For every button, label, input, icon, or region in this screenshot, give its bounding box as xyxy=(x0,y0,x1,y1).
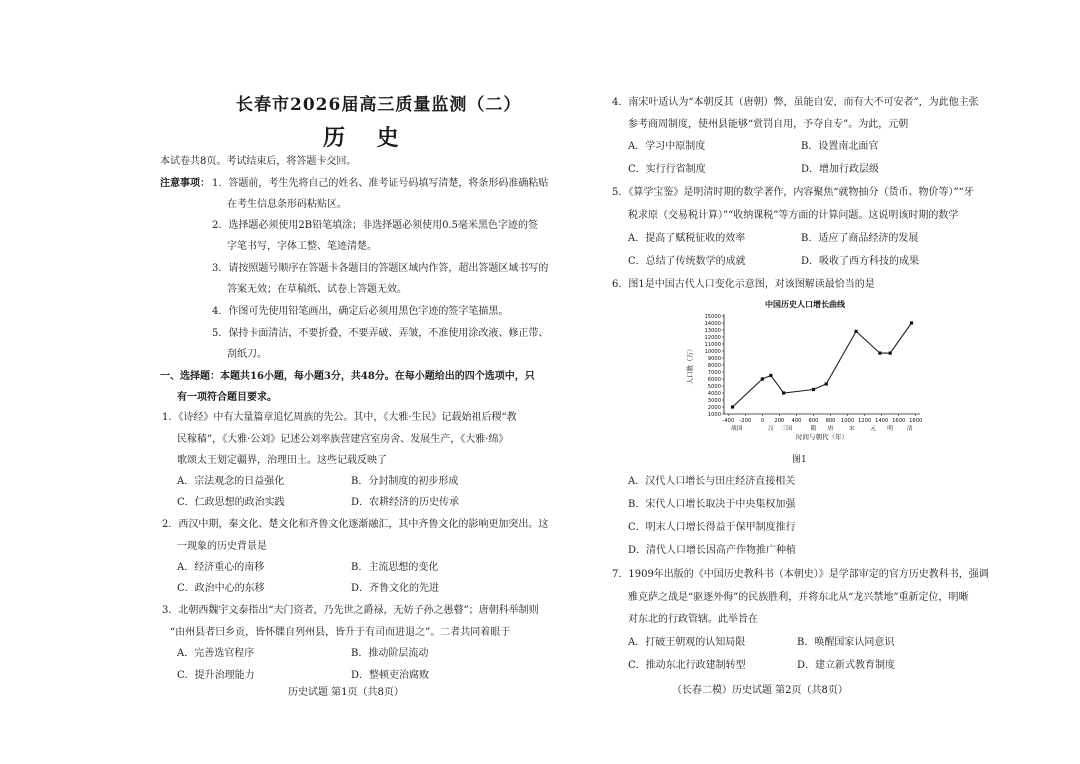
question-7-stem: 雅克萨之战是“驱逐外侮”的民族胜利，并将东北从“龙兴禁地”重新定位，明晰 xyxy=(628,592,969,603)
population-chart xyxy=(680,296,930,448)
y-tick-label: 13000 xyxy=(704,327,721,334)
x-tick-label: 0 xyxy=(760,418,765,424)
notice-line: 2．选择题必须使用2B铅笔填涂；非选择题必须使用0.5毫米黑色字迹的签 xyxy=(212,220,538,231)
question-6-stem: 6．图1是中国古代人口变化示意图，对该图解读最恰当的是 xyxy=(612,279,875,290)
y-tick-label: 15000 xyxy=(704,313,721,320)
notice-label: 注意事项： xyxy=(160,178,210,189)
x-tick-label: -200 xyxy=(739,418,752,424)
y-tick-label: 9000 xyxy=(707,355,721,362)
subject-title: 历 史 xyxy=(323,125,411,151)
y-tick-label: 1000 xyxy=(707,411,721,418)
data-point xyxy=(889,352,892,355)
y-tick-label: 10000 xyxy=(704,348,721,355)
data-point xyxy=(878,352,881,355)
y-axis-label: 人口数（万） xyxy=(686,345,694,385)
exam-intro: 本试卷共8页。考试结束后，将答题卡交回。 xyxy=(160,156,357,167)
dynasty-label: 三国 xyxy=(780,426,793,432)
question-6-option-c: C．明末人口增长得益于保甲制度推行 xyxy=(628,522,796,533)
y-tick-label: 11000 xyxy=(704,341,721,348)
dynasty-label: 元 xyxy=(870,426,877,432)
question-2-stem: 一现象的历史背景是 xyxy=(177,541,267,552)
question-7-option-d: D．建立新式教育制度 xyxy=(797,660,896,671)
y-tick-label: 4000 xyxy=(707,390,721,397)
question-7-option-a: A．打破王朝观的认知局限 xyxy=(628,637,746,648)
notice-line: 4．作图可先使用铅笔画出，确定后必须用黑色字迹的签字笔描黑。 xyxy=(212,306,509,317)
dynasty-label: 汉 xyxy=(767,426,774,432)
question-3-stem: “由州县者曰乡贡，皆怀牒自列州县，皆升于有司而进退之”。二者共同着眼于 xyxy=(170,627,511,638)
section-heading-cont: 有一项符合题目要求。 xyxy=(177,392,277,403)
notice-line: 刮纸刀。 xyxy=(227,349,267,360)
question-7-option-c: C．推动东北行政建制转型 xyxy=(628,660,746,671)
x-tick-label: 1800 xyxy=(909,418,923,424)
population-line xyxy=(733,323,912,407)
figure-caption: 图1 xyxy=(792,455,807,465)
question-2-stem: 2．西汉中期，秦文化、楚文化和齐鲁文化逐渐融汇，其中齐鲁文化的影响更加突出。这 xyxy=(162,519,549,530)
page-footer: （长春二模）历史试题 第2页（共8页） xyxy=(672,685,848,696)
notice-line: 答案无效；在草稿纸、试卷上答题无效。 xyxy=(227,284,407,295)
notice-line: 在考生信息条形码粘贴区。 xyxy=(227,199,347,210)
question-3-option-a: A．完善选官程序 xyxy=(177,648,255,659)
question-6-option-b: B．宋代人口增长取决于中央集权加强 xyxy=(628,499,796,510)
question-4-option-b: B．设置南北面官 xyxy=(801,141,879,152)
y-axis-ticks xyxy=(704,314,724,418)
y-tick-label: 6000 xyxy=(707,376,721,383)
population-points xyxy=(731,321,913,408)
question-4-option-a: A．学习中原制度 xyxy=(628,141,706,152)
x-tick-label: 600 xyxy=(808,418,819,424)
exam-title: 长春市2026届高三质量监测（二） xyxy=(236,95,522,115)
question-2-option-d: D．齐鲁文化的先进 xyxy=(351,583,440,594)
dynasty-labels xyxy=(731,424,913,432)
y-tick-label: 3000 xyxy=(707,397,721,404)
x-axis-label: 时间与朝代（年） xyxy=(796,433,848,441)
y-tick-label: 7000 xyxy=(707,369,721,376)
question-7-stem: 对东北的行政管辖。此举旨在 xyxy=(628,614,758,625)
notice-line: 字笔书写，字体工整、笔迹清楚。 xyxy=(227,241,377,252)
data-point xyxy=(812,388,815,391)
x-axis-ticks xyxy=(722,414,922,424)
question-5-option-c: C．总结了传统数学的成就 xyxy=(628,256,746,267)
question-5-option-a: A．提高了赋税征收的效率 xyxy=(628,233,746,244)
question-6-option-a: A．汉代人口增长与田庄经济直接相关 xyxy=(628,476,796,487)
y-tick-label: 12000 xyxy=(704,334,721,341)
notice-line: 3．请按照题号顺序在答题卡各题目的答题区域内作答，超出答题区域书写的 xyxy=(212,263,549,274)
question-5-stem: 税求原（交易税计算）”“收纳课税”等方面的计算问题。这说明该时期的数学 xyxy=(628,210,959,221)
question-5-stem: 5．《算学宝鉴》是明清时期的数学著作，内容聚焦“就物抽分（货币、物价等）”“牙 xyxy=(612,187,974,198)
page-footer: 历史试题 第1页（共8页） xyxy=(288,687,404,698)
data-point xyxy=(910,321,913,324)
question-5-option-b: B．适应了商品经济的发展 xyxy=(801,233,919,244)
question-2-option-c: C．政治中心的东移 xyxy=(177,583,265,594)
x-tick-label: 1200 xyxy=(858,418,872,424)
data-point xyxy=(731,405,734,408)
dynasty-label: 宋 xyxy=(848,426,855,432)
question-4-option-d: D．增加行政层级 xyxy=(801,164,880,175)
question-3-stem: 3．北朝西魏宇文泰指出“夫门资者，乃先世之爵禄，无妨子孙之愚瞽”；唐朝科举制则 xyxy=(162,605,539,616)
dynasty-label: 战国 xyxy=(730,426,743,432)
chart-title: 中国历史人口增长曲线 xyxy=(765,300,845,309)
question-7-option-b: B．唤醒国家认同意识 xyxy=(797,637,895,648)
section-heading: 一、选择题：本题共16小题，每小题3分，共48分。在每小题给出的四个选项中，只 xyxy=(160,371,535,382)
question-3-option-c: C．提升治理能力 xyxy=(177,670,255,681)
question-4-stem: 4．南宋叶适认为“本朝反其（唐朝）弊，虽能自安，而有大不可安者”，为此他主张 xyxy=(612,97,979,108)
y-tick-label: 2000 xyxy=(707,404,721,411)
notice-line: 5．保持卡面清洁，不要折叠，不要弄破、弄皱，不准使用涂改液、修正带、 xyxy=(212,328,549,339)
question-1-stem: 歌颂太王划定疆界，治理田土。这些记载反映了 xyxy=(177,455,387,466)
data-point xyxy=(769,374,772,377)
y-tick-label: 14000 xyxy=(704,320,721,327)
question-3-option-d: D．整顿吏治腐败 xyxy=(351,670,430,681)
x-tick-label: -400 xyxy=(722,418,735,424)
notice-line: 1．答题前，考生先将自己的姓名、准考证号码填写清楚，将条形码准确粘贴 xyxy=(212,178,549,189)
dynasty-label: 隋 xyxy=(810,426,817,432)
question-4-option-c: C．实行行省制度 xyxy=(628,164,706,175)
data-point xyxy=(761,377,764,380)
question-1-option-a: A．宗法观念的日益强化 xyxy=(177,476,285,487)
x-tick-label: 1000 xyxy=(840,418,855,424)
x-tick-label: 1400 xyxy=(875,418,889,424)
question-1-stem: 民稼穑”，《大雅·公刘》记述公刘率族营建宫室房舍、发展生产，《大雅·绵》 xyxy=(177,434,509,445)
y-tick-label: 5000 xyxy=(707,383,721,390)
data-point xyxy=(854,330,857,333)
dynasty-label: 明 xyxy=(887,426,894,432)
question-6-option-d: D．清代人口增长因高产作物推广种植 xyxy=(628,545,797,556)
x-tick-label: 1600 xyxy=(892,418,906,424)
x-tick-label: 200 xyxy=(774,418,785,424)
y-tick-label: 8000 xyxy=(707,362,721,369)
x-tick-label: 400 xyxy=(791,418,802,424)
question-1-stem: 1．《诗经》中有大量篇章追忆周族的先公。其中，《大雅·生民》记载始祖后稷“教 xyxy=(162,412,517,423)
x-tick-label: 800 xyxy=(825,418,836,424)
question-1-option-b: B．分封制度的初步形成 xyxy=(351,476,459,487)
question-5-option-d: D．吸收了西方科技的成果 xyxy=(801,256,920,267)
dynasty-label: 唐 xyxy=(827,426,834,432)
dynasty-label: 清 xyxy=(906,426,913,432)
data-point xyxy=(782,391,785,394)
question-2-option-a: A．经济重心的南移 xyxy=(177,562,265,573)
question-4-stem: 参考商周制度，使州县能够“赏罚自用，予夺自专”。为此，元朝 xyxy=(628,119,909,130)
question-7-stem: 7．1909年出版的《中国历史教科书（本朝史）》是学部审定的官方历史教科书，强调 xyxy=(612,569,989,580)
question-3-option-b: B．推动阶层流动 xyxy=(351,648,429,659)
question-1-option-c: C．仁政思想的政治实践 xyxy=(177,497,285,508)
data-point xyxy=(825,382,828,385)
question-2-option-b: B．主流思想的变化 xyxy=(351,562,439,573)
question-1-option-d: D．农耕经济的历史传承 xyxy=(351,497,460,508)
